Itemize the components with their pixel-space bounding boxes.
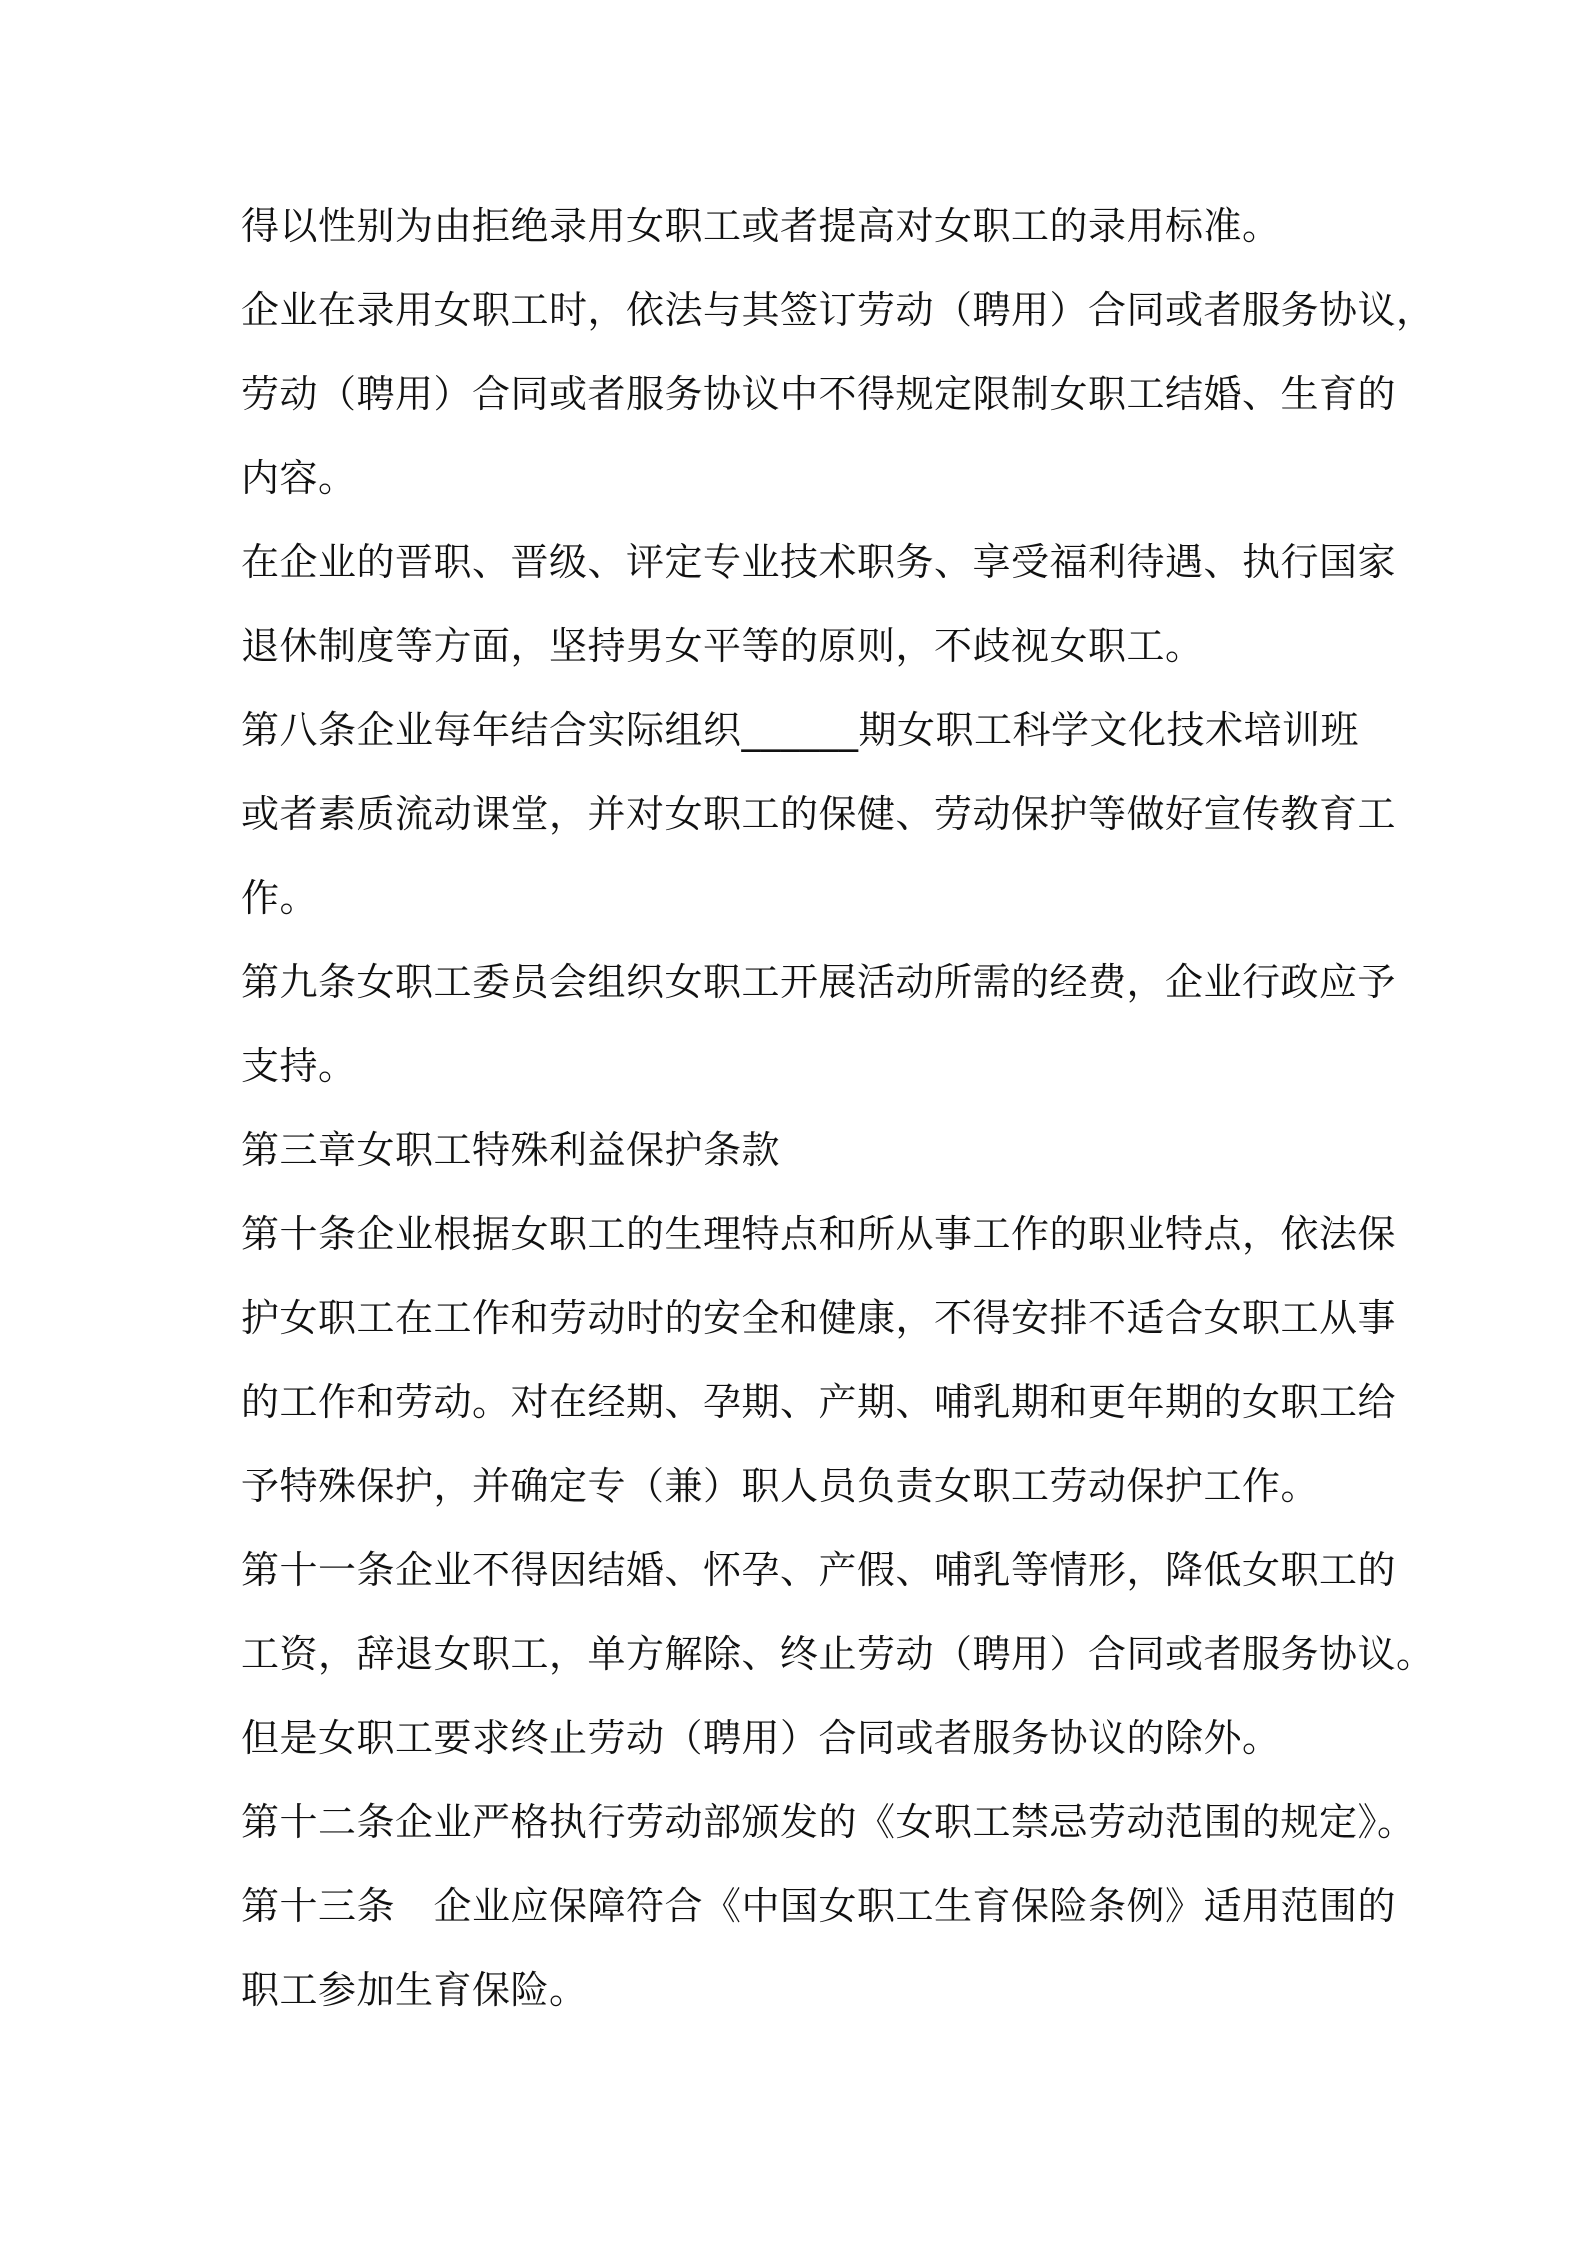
chapter-heading: 第三章女职工特殊利益保护条款 [241, 1128, 781, 1172]
text-line: 支持。 [241, 1044, 357, 1088]
text-line: 内容。 [241, 456, 357, 500]
text-line: 或者素质流动课堂，并对女职工的保健、劳动保护等做好宣传教育工 [241, 792, 1397, 836]
text-line: 第十条企业根据女职工的生理特点和所从事工作的职业特点，依法保 [241, 1212, 1397, 1256]
text-line: 工资，辞退女职工，单方解除、终止劳动（聘用）合同或者服务协议。 [241, 1632, 1435, 1676]
text-line: 第十二条企业严格执行劳动部颁发的《女职工禁忌劳动范围的规定》。 [241, 1800, 1416, 1844]
text-line: 企业在录用女职工时，依法与其签订劳动（聘用）合同或者服务协议， [241, 288, 1435, 332]
text-line: 予特殊保护，并确定专（兼）职人员负责女职工劳动保护工作。 [241, 1464, 1320, 1508]
text-line: 得以性别为由拒绝录用女职工或者提高对女职工的录用标准。 [241, 204, 1281, 248]
text-line: 第八条企业每年结合实际组织______期女职工科学文化技术培训班 [241, 708, 1360, 752]
text-line: 职工参加生育保险。 [241, 1968, 588, 2012]
text-line: 的工作和劳动。对在经期、孕期、产期、哺乳期和更年期的女职工给 [241, 1380, 1397, 1424]
text-line: 劳动（聘用）合同或者服务协议中不得规定限制女职工结婚、生育的 [241, 372, 1397, 416]
text-line: 第九条女职工委员会组织女职工开展活动所需的经费，企业行政应予 [241, 960, 1397, 1004]
text-line: 但是女职工要求终止劳动（聘用）合同或者服务协议的除外。 [241, 1716, 1281, 1760]
text-line: 第十三条 企业应保障符合《中国女职工生育保险条例》适用范围的 [241, 1884, 1397, 1928]
text-line: 退休制度等方面，坚持男女平等的原则，不歧视女职工。 [241, 624, 1204, 668]
text-line: 作。 [241, 876, 319, 920]
text-line: 在企业的晋职、晋级、评定专业技术职务、享受福利待遇、执行国家 [241, 540, 1397, 584]
text-line: 护女职工在工作和劳动时的安全和健康，不得安排不适合女职工从事 [241, 1296, 1397, 1340]
text-line: 第十一条企业不得因结婚、怀孕、产假、哺乳等情形，降低女职工的 [241, 1548, 1397, 1592]
body-text [241, 198, 1435, 2046]
